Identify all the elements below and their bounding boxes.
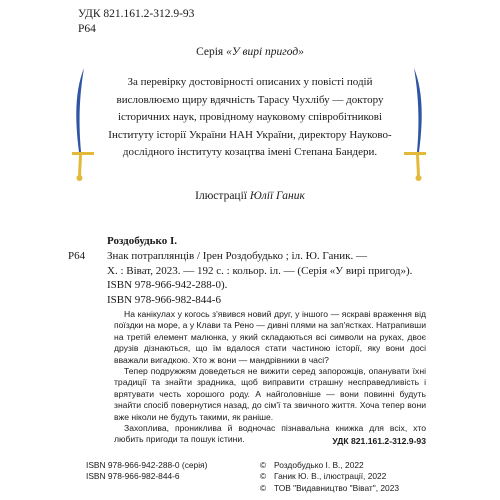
catalog-line: Знак потраплянців / Ірен Роздобудько ; іл. Ю. Ганик. — [107,250,367,262]
isbn-book: ISBN 978-966-982-844-6 [86,471,180,482]
catalog-author: Роздобудько І. [107,235,177,247]
sabre-right-icon [400,66,428,184]
catalog-line: ISBN 978-966-982-844-6 [107,293,221,306]
sabre-left-icon [70,66,98,184]
series-prefix: Серія [196,46,227,58]
illustrations-prefix: Ілюстрації [195,190,250,202]
catalog-code: Р64 [68,250,86,262]
illustrations-credit [0,190,500,202]
copyright-icon: © [260,460,267,470]
catalog-line: ISBN 978-966-942-288-0). [107,279,228,291]
catalog-line: Х. : Віват, 2023. — 192 с. : кольор. іл. — (Серія «У вирі пригод»). [107,264,413,277]
copyright-line: © ТОВ "Видавництво "Віват", 2023 [260,482,400,493]
udk-code: УДК 821.161.2-312.9-93 [78,8,195,20]
isbn-block [86,460,207,483]
catalog-description [107,249,412,307]
acknowledgement [100,74,400,162]
isbn-series: ISBN 978-966-942-288-0 (серія) [86,460,208,470]
annotation-paragraph: На канікулах у когось з'явився новий друг, у іншого — яскраві враження від поїздки на море, а у Клави та Рено — дивні плями на зап'ястках. Натрапивши на третій елемент малюнка, у який складаються всі символи на руках, двоє друзів дізнаються, що їм вдалося стати частиною історії, яку вони досі вважали вигадкою. Хто ж вони — мандрівники в часі? [114,309,426,365]
ack-line: За перевірку достовірності описаних у повісті подій [127,76,373,88]
series-title: «У вирі пригод» [226,46,304,58]
ack-line: висловлюємо щиру вдячність Тарасу Чухлібу — доктору [116,93,384,106]
annotation-paragraph: Тепер подружжям доведеться не вижити серед запорожців, опанувати їхні традиції та знайти зрадника, щоб виправити страшну несправедливість і врятувати честь хорошого роду. А найголовніше — вони повинні будуть знайти спосіб повернутися назад, до сім'ї та звичного життя. Хоча тепер вони вже ніколи не будуть такими, як раніше. [114,366,426,422]
copyright-line: © Роздобудько І. В., 2022 [260,460,364,470]
copyright-block [260,460,399,494]
copyright-icon: © [260,471,267,482]
udk-bottom: УДК 821.161.2-312.9-93 [332,436,426,446]
ack-line: історичних наук, провідному науковому співробітникові [117,111,383,123]
illustrator-name: Юлії Ганик [249,190,305,202]
author-mark: Р64 [78,23,96,35]
udk-header [78,7,194,37]
ack-line: дослідного інституту козацтва імені Степана Бандери. [122,146,378,158]
series-line [0,46,500,58]
copyright-icon: © [260,482,267,493]
annotation-paragraph: Захоплива, прониклива й водночас пізнавальна книжка для всіх, хто любить пригоди та пошук істини. [114,423,426,445]
copyright-line: © Ганик Ю. В., ілюстрації, 2022 [260,471,387,482]
ack-line: Інституту історії України НАН України, директору Науково- [108,128,392,141]
annotation [114,309,426,446]
